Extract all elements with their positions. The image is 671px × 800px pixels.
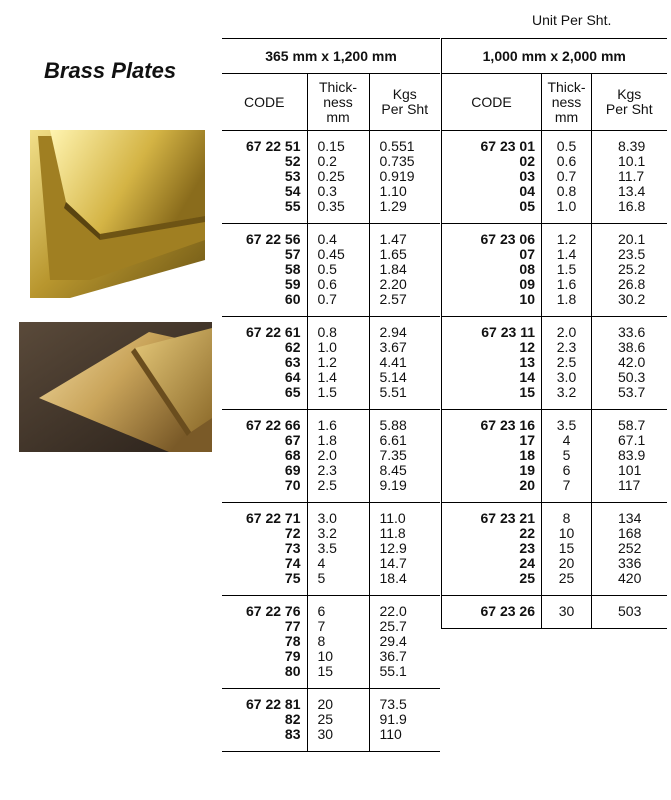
kgs-value: 1.10: [379, 183, 407, 199]
kgs-value: 14.7: [379, 555, 407, 571]
brass-plates-stack-image: [30, 130, 205, 298]
code-value: 65: [284, 384, 301, 400]
col-thickness-header: [307, 74, 369, 131]
thickness-value: 6: [562, 462, 571, 478]
size-header-365: 365 mm x 1,200 mm: [222, 39, 440, 74]
code-value: 23: [519, 540, 535, 556]
product-group: [222, 410, 440, 503]
thickness-value: 1.0: [317, 339, 337, 355]
kgs-value: 25.7: [379, 618, 407, 634]
code-cell: [222, 224, 307, 317]
thickness-value: 0.15: [317, 138, 345, 154]
thickness-value: 0.35: [317, 198, 345, 214]
thickness-cell: [542, 224, 592, 317]
code-value: 68: [284, 447, 301, 463]
thickness-value: 1.4: [317, 369, 337, 385]
code-value: 72: [284, 525, 301, 541]
thickness-value: 6: [317, 603, 326, 619]
code-cell: [222, 317, 307, 410]
kgs-value: 11.7: [618, 168, 645, 184]
kgs-cell: [369, 596, 440, 689]
thickness-value: 15: [317, 663, 334, 679]
thickness-cell: [542, 503, 592, 596]
code-value: 75: [284, 570, 301, 586]
kgs-value: 8.39: [618, 138, 646, 154]
thickness-value: 0.6: [317, 276, 337, 292]
thickness-value: 1.4: [556, 246, 577, 262]
thickness-value: 3.0: [556, 369, 577, 385]
product-group: [222, 503, 440, 596]
thickness-cell: [307, 131, 369, 224]
kgs-value: 0.919: [379, 168, 415, 184]
kgs-value: 110: [379, 726, 402, 742]
thickness-value: 0.6: [556, 153, 577, 169]
code-value: 15: [519, 384, 535, 400]
kgs-value: 1.47: [379, 231, 407, 247]
code-value: 02: [519, 153, 535, 169]
kgs-cell: [592, 596, 667, 629]
kgs-value: 252: [618, 540, 642, 556]
code-cell: [222, 503, 307, 596]
kgs-value: 0.551: [379, 138, 415, 154]
kgs-value: 168: [618, 525, 642, 541]
header-line: Thick-: [318, 78, 358, 95]
code-value: 12: [519, 339, 535, 355]
thickness-value: 2.0: [556, 324, 577, 340]
thickness-cell: [542, 317, 592, 410]
code-cell: [222, 689, 307, 752]
thickness-value: 1.6: [317, 417, 337, 433]
thickness-value: 1.5: [317, 384, 337, 400]
brass-sheet-graphic: [19, 322, 212, 452]
code-value: 19: [519, 462, 535, 478]
kgs-value: 33.6: [618, 324, 646, 340]
thickness-cell: [307, 596, 369, 689]
product-group: [442, 131, 667, 224]
product-group: [442, 503, 667, 596]
kgs-value: 2.57: [379, 291, 407, 307]
kgs-value: 12.9: [379, 540, 407, 556]
code-value: 67 23 11: [481, 324, 535, 340]
kgs-value: 50.3: [618, 369, 646, 385]
product-group: [442, 317, 667, 410]
code-value: 54: [284, 183, 301, 199]
product-group: [442, 410, 667, 503]
code-value: 13: [519, 354, 535, 370]
code-cell: [442, 410, 542, 503]
header-line: mm: [326, 108, 350, 125]
header-line: Kgs: [617, 86, 642, 102]
kgs-value: 1.29: [379, 198, 407, 214]
thickness-value: 4: [562, 432, 571, 448]
kgs-cell: [592, 224, 667, 317]
thickness-value: 30: [317, 726, 334, 742]
header-line: Thick-: [547, 78, 586, 95]
code-value: 67 23 21: [480, 510, 535, 526]
product-group: [222, 131, 440, 224]
kgs-value: 18.4: [379, 570, 407, 586]
header-line: mm: [554, 108, 579, 125]
code-value: 22: [519, 525, 535, 541]
thickness-value: 0.7: [556, 168, 577, 184]
header-line: ness: [551, 93, 582, 110]
code-value: 67 22 56: [246, 231, 301, 247]
code-value: 73: [284, 540, 301, 556]
thickness-value: 3.5: [317, 540, 337, 556]
header-line: ness: [323, 93, 353, 110]
kgs-value: 73.5: [379, 696, 407, 712]
code-cell: [222, 410, 307, 503]
thickness-value: 1.8: [317, 432, 337, 448]
code-value: 20: [519, 477, 535, 493]
code-value: 82: [284, 711, 301, 727]
thickness-cell: [307, 224, 369, 317]
kgs-value: 11.8: [379, 525, 406, 541]
kgs-value: 58.7: [618, 417, 646, 433]
code-value: 53: [284, 168, 301, 184]
unit-per-sheet-label: Unit Per Sht.: [532, 12, 612, 28]
product-group: [222, 596, 440, 689]
code-value: 05: [519, 198, 535, 214]
kgs-value: 55.1: [379, 663, 407, 679]
thickness-value: 7: [317, 618, 326, 634]
kgs-value: 8.45: [379, 462, 407, 478]
thickness-value: 0.7: [317, 291, 337, 307]
code-value: 14: [519, 369, 535, 385]
kgs-value: 20.1: [618, 231, 646, 247]
kgs-value: 0.735: [379, 153, 415, 169]
kgs-value: 10.1: [618, 153, 646, 169]
product-group: [222, 317, 440, 410]
col-thickness-header: [542, 74, 592, 131]
code-value: 62: [284, 339, 301, 355]
thickness-value: 1.5: [556, 261, 577, 277]
thickness-value: 1.0: [556, 198, 577, 214]
thickness-value: 1.6: [556, 276, 577, 292]
col-code-header: CODE: [442, 74, 542, 131]
thickness-value: 0.45: [317, 246, 345, 262]
code-value: 78: [284, 633, 301, 649]
col-kgs-header: [592, 74, 667, 131]
thickness-cell: [307, 410, 369, 503]
kgs-value: 42.0: [618, 354, 646, 370]
code-cell: [442, 131, 542, 224]
thickness-value: 5: [317, 570, 326, 586]
thickness-value: 2.3: [317, 462, 337, 478]
product-group: [442, 224, 667, 317]
kgs-value: 3.67: [379, 339, 407, 355]
thickness-cell: [542, 131, 592, 224]
kgs-cell: [369, 317, 440, 410]
product-group: [222, 224, 440, 317]
code-value: 67 22 61: [246, 324, 301, 340]
code-value: 08: [519, 261, 535, 277]
code-value: 67 23 06: [480, 231, 535, 247]
code-value: 67 22 76: [246, 603, 301, 619]
thickness-value: 2.3: [556, 339, 577, 355]
thickness-value: 0.8: [317, 324, 337, 340]
kgs-value: 91.9: [379, 711, 407, 727]
kgs-value: 16.8: [618, 198, 646, 214]
kgs-cell: [369, 503, 440, 596]
kgs-value: 36.7: [379, 648, 407, 664]
kgs-value: 101: [618, 462, 642, 478]
thickness-value: 0.3: [317, 183, 337, 199]
thickness-value: 0.2: [317, 153, 337, 169]
size-header-1000: 1,000 mm x 2,000 mm: [442, 39, 667, 74]
header-line: Per Sht: [381, 101, 429, 117]
code-value: 25: [519, 570, 535, 586]
product-group: [222, 689, 440, 752]
kgs-value: 4.41: [379, 354, 407, 370]
kgs-cell: [369, 689, 440, 752]
kgs-value: 30.2: [618, 291, 646, 307]
code-cell: [222, 596, 307, 689]
brass-sheet-image: [19, 322, 212, 452]
thickness-value: 8: [562, 510, 571, 526]
thickness-value: 30: [558, 603, 575, 619]
kgs-cell: [369, 410, 440, 503]
code-value: 58: [284, 261, 301, 277]
kgs-value: 26.8: [618, 276, 646, 292]
col-code-header: CODE: [222, 74, 307, 131]
thickness-value: 2.0: [317, 447, 337, 463]
code-value: 24: [519, 555, 535, 571]
code-value: 17: [519, 432, 535, 448]
kgs-cell: [592, 317, 667, 410]
col-kgs-header: [369, 74, 440, 131]
table-365x1200: [222, 38, 440, 752]
kgs-value: 67.1: [618, 432, 646, 448]
kgs-value: 9.19: [379, 477, 407, 493]
kgs-value: 1.84: [379, 261, 407, 277]
thickness-value: 10: [317, 648, 334, 664]
code-value: 67 22 71: [246, 510, 301, 526]
kgs-cell: [369, 224, 440, 317]
code-value: 18: [519, 447, 535, 463]
thickness-cell: [542, 596, 592, 629]
thickness-value: 20: [317, 696, 334, 712]
thickness-value: 25: [558, 570, 575, 586]
code-value: 67 23 01: [480, 138, 535, 154]
thickness-value: 0.25: [317, 168, 345, 184]
code-value: 52: [284, 153, 301, 169]
thickness-value: 0.5: [317, 261, 337, 277]
kgs-value: 83.9: [618, 447, 646, 463]
code-cell: [222, 131, 307, 224]
kgs-value: 5.88: [379, 417, 407, 433]
thickness-value: 3.0: [317, 510, 337, 526]
code-value: 69: [284, 462, 301, 478]
table-1000x2000: [441, 38, 667, 629]
code-value: 60: [284, 291, 301, 307]
code-value: 83: [284, 726, 301, 742]
thickness-value: 1.2: [556, 231, 577, 247]
kgs-value: 13.4: [618, 183, 646, 199]
thickness-value: 20: [558, 555, 575, 571]
kgs-cell: [369, 131, 440, 224]
kgs-value: 5.51: [379, 384, 407, 400]
code-cell: [442, 503, 542, 596]
header-line: Per Sht: [605, 101, 653, 117]
kgs-value: 53.7: [618, 384, 646, 400]
kgs-value: 23.5: [618, 246, 646, 262]
kgs-value: 336: [618, 555, 642, 571]
kgs-value: 25.2: [618, 261, 646, 277]
code-cell: [442, 224, 542, 317]
kgs-cell: [592, 410, 667, 503]
thickness-value: 25: [317, 711, 334, 727]
code-value: 67 23 26: [480, 603, 535, 619]
code-value: 70: [284, 477, 301, 493]
thickness-value: 3.5: [556, 417, 577, 433]
kgs-value: 117: [618, 477, 641, 493]
thickness-cell: [307, 689, 369, 752]
code-value: 55: [284, 198, 301, 214]
kgs-cell: [592, 131, 667, 224]
thickness-value: 4: [317, 555, 326, 571]
code-value: 63: [284, 354, 301, 370]
kgs-value: 7.35: [379, 447, 407, 463]
code-value: 07: [519, 246, 535, 262]
kgs-value: 2.20: [379, 276, 407, 292]
code-value: 03: [519, 168, 535, 184]
code-value: 80: [284, 663, 301, 679]
thickness-value: 3.2: [317, 525, 337, 541]
code-value: 67 22 81: [246, 696, 301, 712]
code-cell: [442, 317, 542, 410]
kgs-value: 11.0: [379, 510, 406, 526]
code-value: 64: [284, 369, 301, 385]
kgs-value: 38.6: [618, 339, 646, 355]
thickness-value: 10: [558, 525, 575, 541]
code-value: 79: [284, 648, 301, 664]
code-value: 67 22 66: [246, 417, 301, 433]
header-line: Kgs: [392, 86, 417, 102]
thickness-value: 0.8: [556, 183, 577, 199]
kgs-value: 22.0: [379, 603, 407, 619]
code-value: 10: [519, 291, 535, 307]
kgs-value: 503: [618, 603, 642, 619]
thickness-cell: [307, 317, 369, 410]
code-value: 67 22 51: [246, 138, 301, 154]
code-value: 04: [519, 183, 535, 199]
brass-plates-stack-graphic: [30, 130, 205, 298]
thickness-cell: [307, 503, 369, 596]
thickness-value: 1.8: [556, 291, 577, 307]
code-value: 77: [284, 618, 301, 634]
code-value: 67: [284, 432, 301, 448]
thickness-value: 0.5: [556, 138, 577, 154]
kgs-value: 420: [618, 570, 642, 586]
code-value: 67 23 16: [480, 417, 535, 433]
code-value: 57: [284, 246, 301, 262]
thickness-value: 2.5: [317, 477, 337, 493]
thickness-value: 1.2: [317, 354, 337, 370]
code-value: 09: [519, 276, 535, 292]
kgs-cell: [592, 503, 667, 596]
thickness-value: 8: [317, 633, 326, 649]
thickness-value: 15: [558, 540, 575, 556]
thickness-value: 3.2: [556, 384, 577, 400]
kgs-value: 29.4: [379, 633, 407, 649]
kgs-value: 6.61: [379, 432, 407, 448]
kgs-value: 134: [618, 510, 642, 526]
code-cell: [442, 596, 542, 629]
kgs-value: 2.94: [379, 324, 407, 340]
thickness-value: 5: [562, 447, 571, 463]
code-value: 74: [284, 555, 301, 571]
thickness-value: 7: [562, 477, 571, 493]
product-group: [442, 596, 667, 629]
thickness-value: 0.4: [317, 231, 337, 247]
code-value: 59: [284, 276, 301, 292]
kgs-value: 1.65: [379, 246, 407, 262]
thickness-value: 2.5: [556, 354, 577, 370]
kgs-value: 5.14: [379, 369, 407, 385]
thickness-cell: [542, 410, 592, 503]
page-title: Brass Plates: [44, 58, 177, 83]
